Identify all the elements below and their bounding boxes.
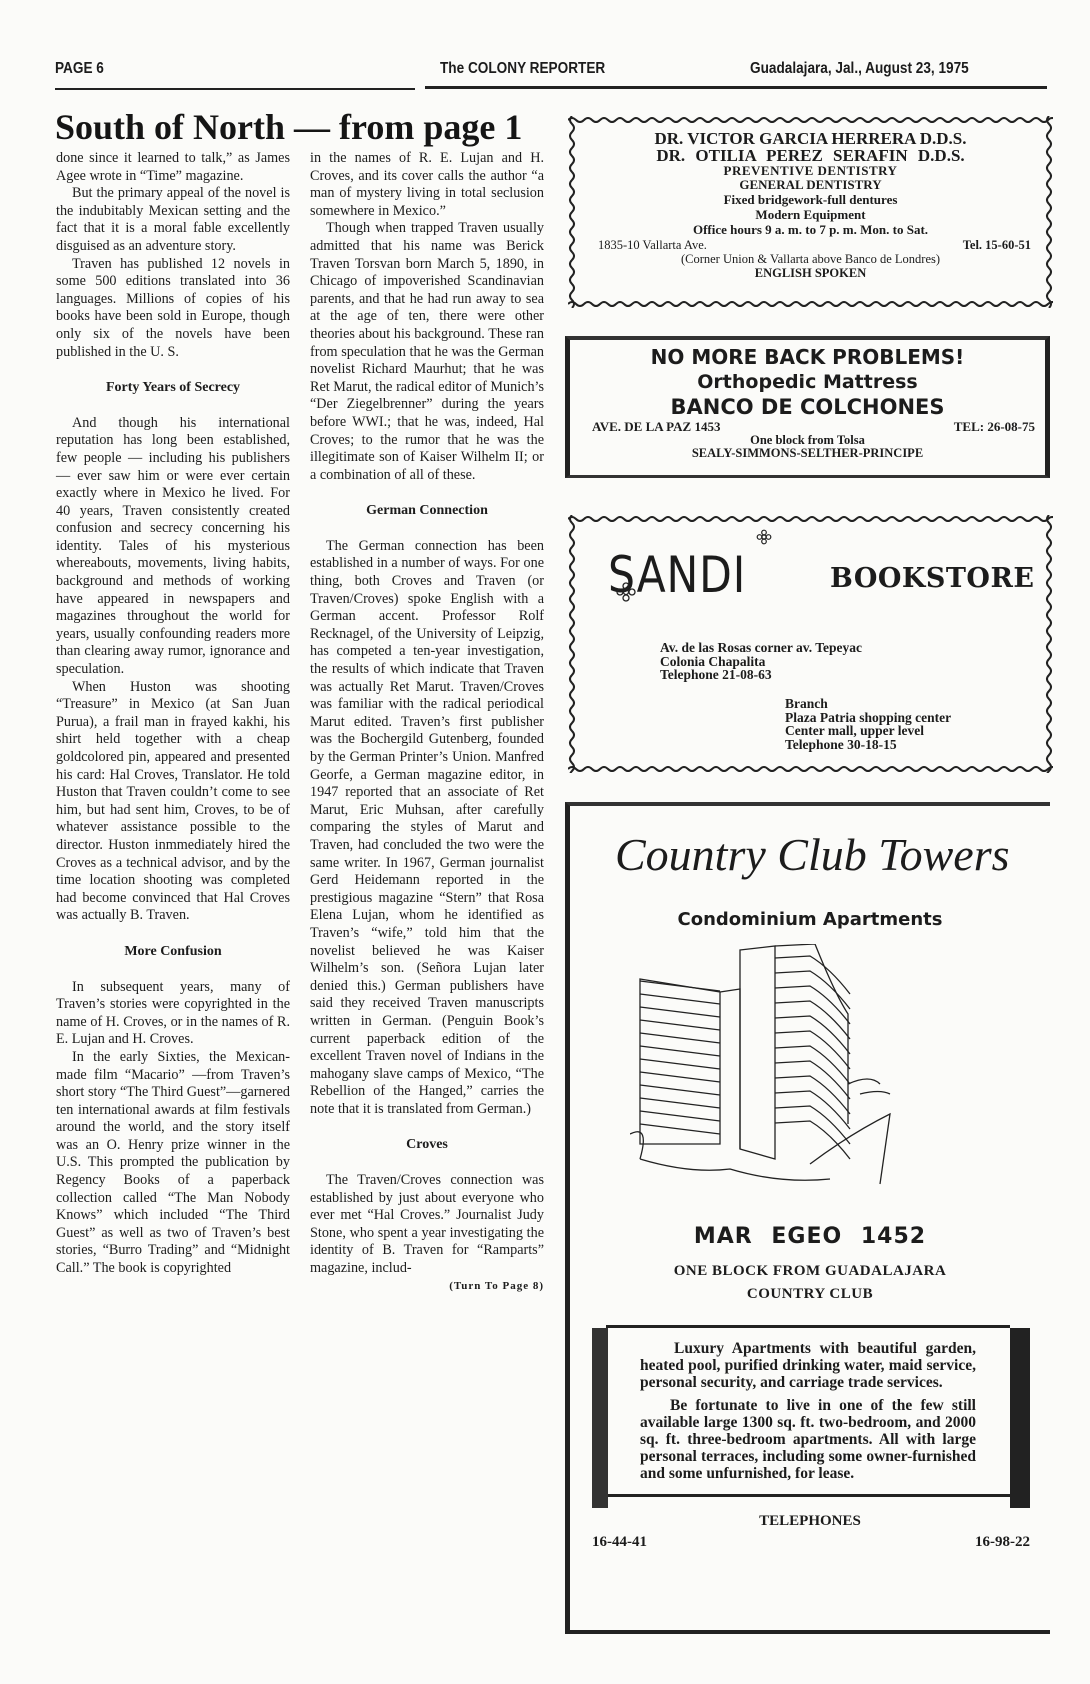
floor-line: [640, 1124, 720, 1134]
flower-icon: [615, 581, 637, 603]
bookstore-address: Av. de las Rosas corner av. Tepeyac: [660, 640, 863, 655]
floor-line: [640, 994, 720, 1004]
towers-address: MAR EGEO 1452: [693, 1224, 927, 1249]
dentist-corner: (Corner Union & Vallarta above Banco de Londres): [680, 252, 941, 266]
article-paragraph: The Traven/Croves connection was established by just about everyone who ever met “Hal Croves.” Journalist Judy Stone, who spent a year investigating the identity of B. Traven for “Ramparts” magazine, includ-: [310, 1172, 544, 1277]
section-subheading: Forty Years of Secrecy: [105, 380, 241, 396]
mattress-phone: TEL: 26-08-75: [953, 419, 1035, 434]
balcony-line: [775, 1121, 850, 1159]
article-paragraph: done since it learned to talk,” as James Agee wrote in “Time” magazine.: [56, 150, 290, 184]
article-paragraph: The German connection has been established in a number of ways. For one thing, both Croves and Traven (or Traven/Croves) spoke English with a German accent. Professor Rolf Recknagel, of the University of Leipzig, has competed a ten-year investigation, the results of which indicate that Traven was actually Ret Marut. Traven/Croves was familiar with the radical periodical Marut edited. Traven’s first publisher was the Bochergild Gutenberg, founded by the German Printer’s Union. Manfred Georfe, a German magazine editor, in 1947 reported that an associate of Ret Marut, Eric Muhsan, after carefully comparing the styles of Marut and Traven, had concluded the two were the same writer. In 1967, German journalist Gerd Heidemann reported in the prestigious magazine “Stern” that Rosa Elena Lujan, whom he identified as Traven’s “wife,” told him that the novelist believed he was Kaiser Wilhelm’s son. (Señora Lujan later denied this.) German publishers have said they received Traven manuscripts written in German. (Penguin Book’s current paperback edition of the excellent Traven novel of Indians in the mahogany slave camps of Mexico, “The Rebellion of the Hanged,” carries the note that it is translated from German.): [310, 537, 544, 1117]
bookstore-colonia: Colonia Chapalita: [660, 653, 766, 669]
branch-phone: Telephone 30-18-15: [785, 736, 897, 752]
article-paragraph: In the early Sixties, the Mexican-made film “Macario” —from Traven’s short story “The Third Guest”—garnered ten international awards at film festivals around the world, and the story itself was an O. Henry prize winner in the U.S. This prompted the publication by Regency Books of a paperback collection called “The Man Nobody Knows” which included “The Third Guest” as well as two of Traven’s best stories, “Burro Trading” and “Midnight Call.” The book is copyrighted: [56, 1048, 290, 1277]
towers-subtitle: Condominium Apartments: [677, 909, 943, 930]
dentist-equipment: Modern Equipment: [755, 207, 866, 222]
bookstore-ad: [565, 512, 1056, 776]
branch-location: Plaza Patria shopping center: [785, 709, 952, 725]
dentist-ad: [565, 113, 1056, 311]
article-headline: South of North — from page 1: [55, 107, 523, 147]
country-club-towers-ad: [565, 802, 1050, 1634]
towers-location-1: ONE BLOCK FROM GUADALAJARA: [673, 1263, 947, 1279]
article-paragraph: Though when trapped Traven usually admitted that his name was Berick Traven Torsvan born March 5, 1890, in Chicago of impoverished Scandinavian parents, and that he had run away to sea at the age of ten, there were other theories about his background. These ran from speculation that he was the German novelist Richard Maurhut; that he was Ret Marut, the radical editor of Munich’s “Der Ziegelbrenner” during the years before WWI.; that he was, indeed, Hal Croves; to the rumor that he was the illegitimate son of Kaiser Wilhelm II; or a combination of all of these.: [310, 220, 544, 483]
dentist-service-2: GENERAL DENTISTRY: [739, 177, 882, 192]
floor-line: [640, 1020, 720, 1030]
bookstore-title: BOOKSTORE: [830, 563, 1035, 594]
continuation-note: (Turn To Page 8): [449, 1279, 544, 1292]
mattress-ad: [565, 336, 1050, 478]
newspaper-name: The COLONY REPORTER: [440, 60, 606, 77]
article-paragraph: Traven has published 12 novels in some 500 editions translated into 36 languages. Millions of copies of his books have been sold in Europe, though only six of the novels have been published in the U. S.: [56, 255, 290, 360]
towers-description-box: [606, 1325, 1010, 1497]
mattress-headline: NO MORE BACK PROBLEMS!: [650, 345, 965, 369]
dentist-name-2: DR. OTILIA PEREZ SERAFIN D.D.S.: [656, 146, 965, 165]
section-subheading: German Connection: [366, 503, 488, 519]
dentist-address: 1835-10 Vallarta Ave.: [598, 238, 707, 252]
towers-availability: Be fortunate to live in one of the few still available large 1300 sq. ft. two-bedroom, and 2000 sq. ft. three-bedroom apartments. All with large personal terraces, including some owner-furnished and some unfurnished, for lease.: [640, 1397, 976, 1482]
dentist-hours: Office hours 9 a. m. to 7 p. m. Mon. to Sat.: [692, 222, 929, 237]
phones-label: TELEPHONES: [759, 1513, 861, 1529]
header-rule-right: [425, 86, 1047, 89]
dentist-name-1: DR. VICTOR GARCIA HERRERA D.D.S.: [654, 129, 967, 148]
mattress-product: Orthopedic Mattress: [697, 371, 918, 393]
section-subheading: Croves: [406, 1137, 448, 1153]
towers-logo: Country Club Towers: [615, 829, 1010, 880]
sandi-logo: SANDI: [608, 546, 747, 604]
floor-line: [640, 1072, 720, 1082]
article-paragraph: And though his international reputation has long been established, few people — including his publishers — ever saw him or were ever certain exactly where in Mexico he lived. For 40 years, Traven consistently created confusion and secrecy concerning his identity. Tales of his mysterious whereabouts, movements, living habits, background and methods of working have appeared in newspapers and magazines throughout the world for years, usually confounding readers more than clearing away rumor, ignorance and speculation.: [56, 414, 290, 678]
box-shadow-left: [592, 1328, 608, 1508]
building-illustration: [630, 944, 900, 1194]
mattress-brands: SEALY-SIMMONS-SELTHER-PRINCIPE: [691, 446, 924, 460]
floor-line: [640, 1085, 720, 1095]
floor-line: [640, 1111, 720, 1121]
balcony-line: [775, 1106, 850, 1144]
dateline: Guadalajara, Jal., August 23, 1975: [750, 60, 969, 77]
floor-line: [640, 1007, 720, 1017]
header-rule-left: [55, 88, 415, 90]
flower-icon: [756, 529, 772, 545]
article-column-1: [56, 150, 290, 1278]
branch-label: Branch: [785, 696, 828, 711]
floor-line: [640, 1059, 720, 1069]
dentist-service-3: Fixed bridgework-full dentures: [723, 192, 898, 207]
article-paragraph: But the primary appeal of the novel is the indubitably Mexican setting and the fact that it is a moral fable excellently disguised as an adventure story.: [56, 185, 290, 254]
floor-line: [640, 981, 720, 991]
towers-amenities: Luxury Apartments with beautiful garden, heated pool, purified drinking water, maid service, personal security, and carriage trade services.: [640, 1340, 976, 1391]
dentist-service-1: PREVENTIVE DENTISTRY: [723, 163, 898, 178]
towers-location-2: COUNTRY CLUB: [746, 1286, 874, 1302]
box-shadow-right: [1010, 1328, 1030, 1508]
article-paragraph: When Huston was shooting “Treasure” in Mexico (at San Juan Purua), a frail man in frayed kakhi, his shirt held together with a cheap goldcolored pin, appeared and presented his card: Hal Croves, Translator. He told Huston that Traven couldn’t come to see him, but had sent him, Croves, to be of whatever assistance possible to the director. Huston inmmediately hired the Croves as a technical advisor, and by the time location shooting was completed had become convinced that Hal Croves was actually B. Traven.: [56, 678, 290, 924]
dentist-phone: Tel. 15-60-51: [962, 238, 1031, 252]
mattress-store: BANCO DE COLCHONES: [670, 395, 945, 419]
floor-line: [640, 1033, 720, 1043]
article-paragraph: In subsequent years, many of Traven’s stories were copyrighted in the name of H. Croves, or in the names of R. E. Lujan and H. Croves.: [56, 978, 290, 1048]
mattress-note: One block from Tolsa: [750, 433, 865, 447]
article-paragraph: in the names of R. E. Lujan and H. Croves, and its cover calls the author “a man of mystery living in total seclusion somewhere in Mexico.”: [310, 150, 544, 219]
floor-line: [640, 1046, 720, 1056]
mattress-address: AVE. DE LA PAZ 1453: [592, 419, 721, 434]
towers-phone-2: 16-98-22: [975, 1534, 1030, 1550]
section-subheading: More Confusion: [124, 943, 222, 959]
page-number: PAGE 6: [55, 60, 104, 77]
dentist-english: ENGLISH SPOKEN: [754, 266, 867, 280]
towers-phone-1: 16-44-41: [592, 1534, 647, 1550]
bookstore-phone: Telephone 21-08-63: [660, 667, 772, 682]
article-column-2: [310, 150, 544, 1295]
floor-line: [640, 1098, 720, 1108]
branch-mall: Center mall, upper level: [785, 723, 924, 738]
